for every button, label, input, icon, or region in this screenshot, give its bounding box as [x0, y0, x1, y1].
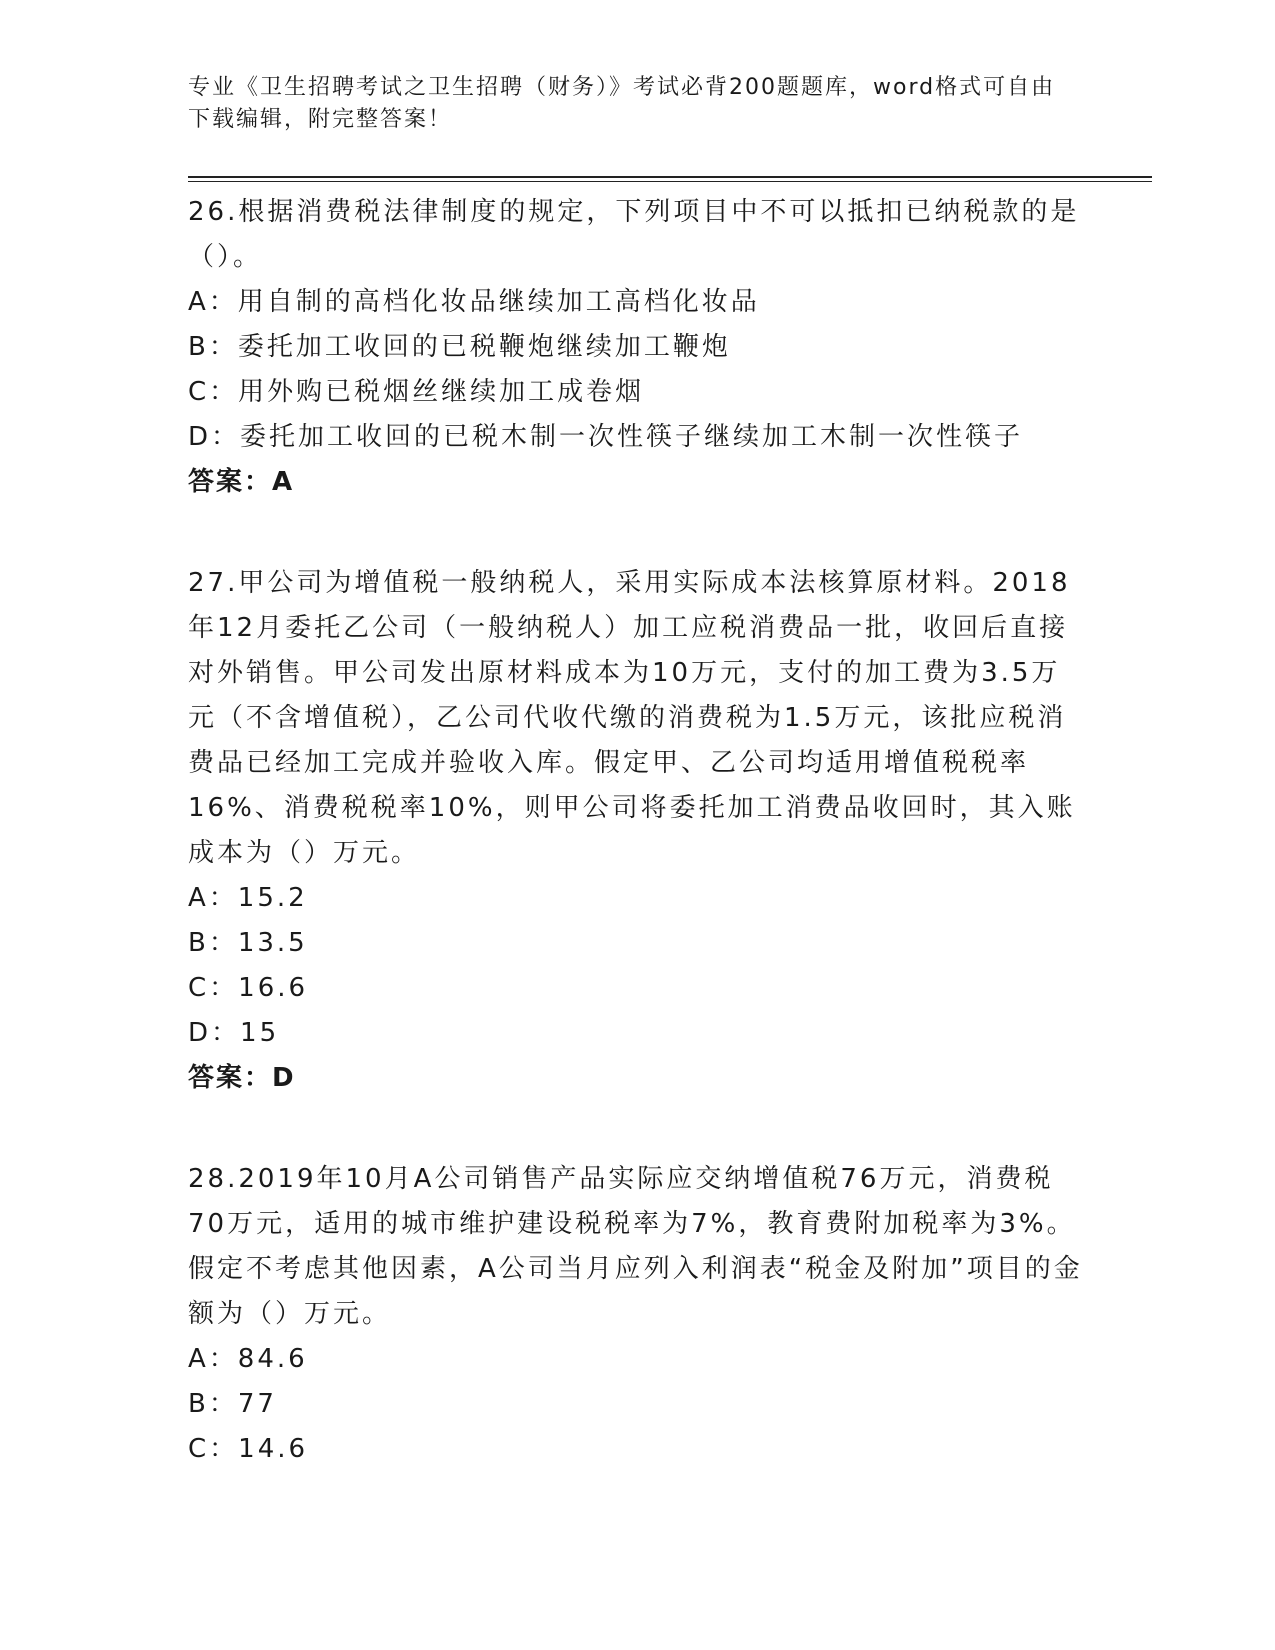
question-26: [188, 190, 1088, 505]
option-c: C：16.6: [188, 973, 309, 1003]
option-a: A：84.6: [188, 1344, 308, 1374]
header-divider: [188, 176, 1152, 182]
question-stem: 27.甲公司为增值税一般纳税人，采用实际成本法核算原材料。2018年12月委托乙公司（一般纳税人）加工应税消费品一批，收回后直接对外销售。甲公司发出原材料成本为10万元，支付的加工费为3.5万元（不含增值税），乙公司代收代缴的消费税为1.5万元，该批应税消费品已经加工完成并验收入库。假定甲、乙公司均适用增值税税率16%、消费税税率10%，则甲公司将委托加工消费品收回时，其入账成本为（）万元。: [188, 568, 1076, 868]
option-b: B：13.5: [188, 928, 308, 958]
option-d: D：15: [188, 1018, 280, 1048]
question-stem: 26.根据消费税法律制度的规定，下列项目中不可以抵扣已纳税款的是（）。: [188, 197, 1080, 272]
option-c: C：用外购已税烟丝继续加工成卷烟: [188, 377, 645, 407]
question-stem: 28.2019年10月A公司销售产品实际应交纳增值税76万元，消费税70万元，适用的城市维护建设税税率为7%，教育费附加税率为3%。假定不考虑其他因素，A公司当月应列入利润表“税金及附加”项目的金额为（）万元。: [188, 1164, 1083, 1329]
option-a: A：15.2: [188, 883, 308, 913]
document-header: 专业《卫生招聘考试之卫生招聘（财务）》考试必背200题题库，word格式可自由下载编辑，附完整答案！: [188, 75, 1056, 132]
option-d: D：委托加工收回的已税木制一次性筷子继续加工木制一次性筷子: [188, 422, 1024, 452]
option-b: B：委托加工收回的已税鞭炮继续加工鞭炮: [188, 332, 731, 362]
option-b: B：77: [188, 1389, 277, 1419]
option-c: C：14.6: [188, 1434, 309, 1464]
question-28: [188, 1157, 1088, 1472]
question-27: [188, 561, 1088, 1101]
option-a: A：用自制的高档化妆品继续加工高档化妆品: [188, 287, 760, 317]
question-list: [188, 190, 1088, 1528]
question-answer: 答案：D: [188, 1063, 296, 1093]
question-answer: 答案：A: [188, 467, 295, 497]
